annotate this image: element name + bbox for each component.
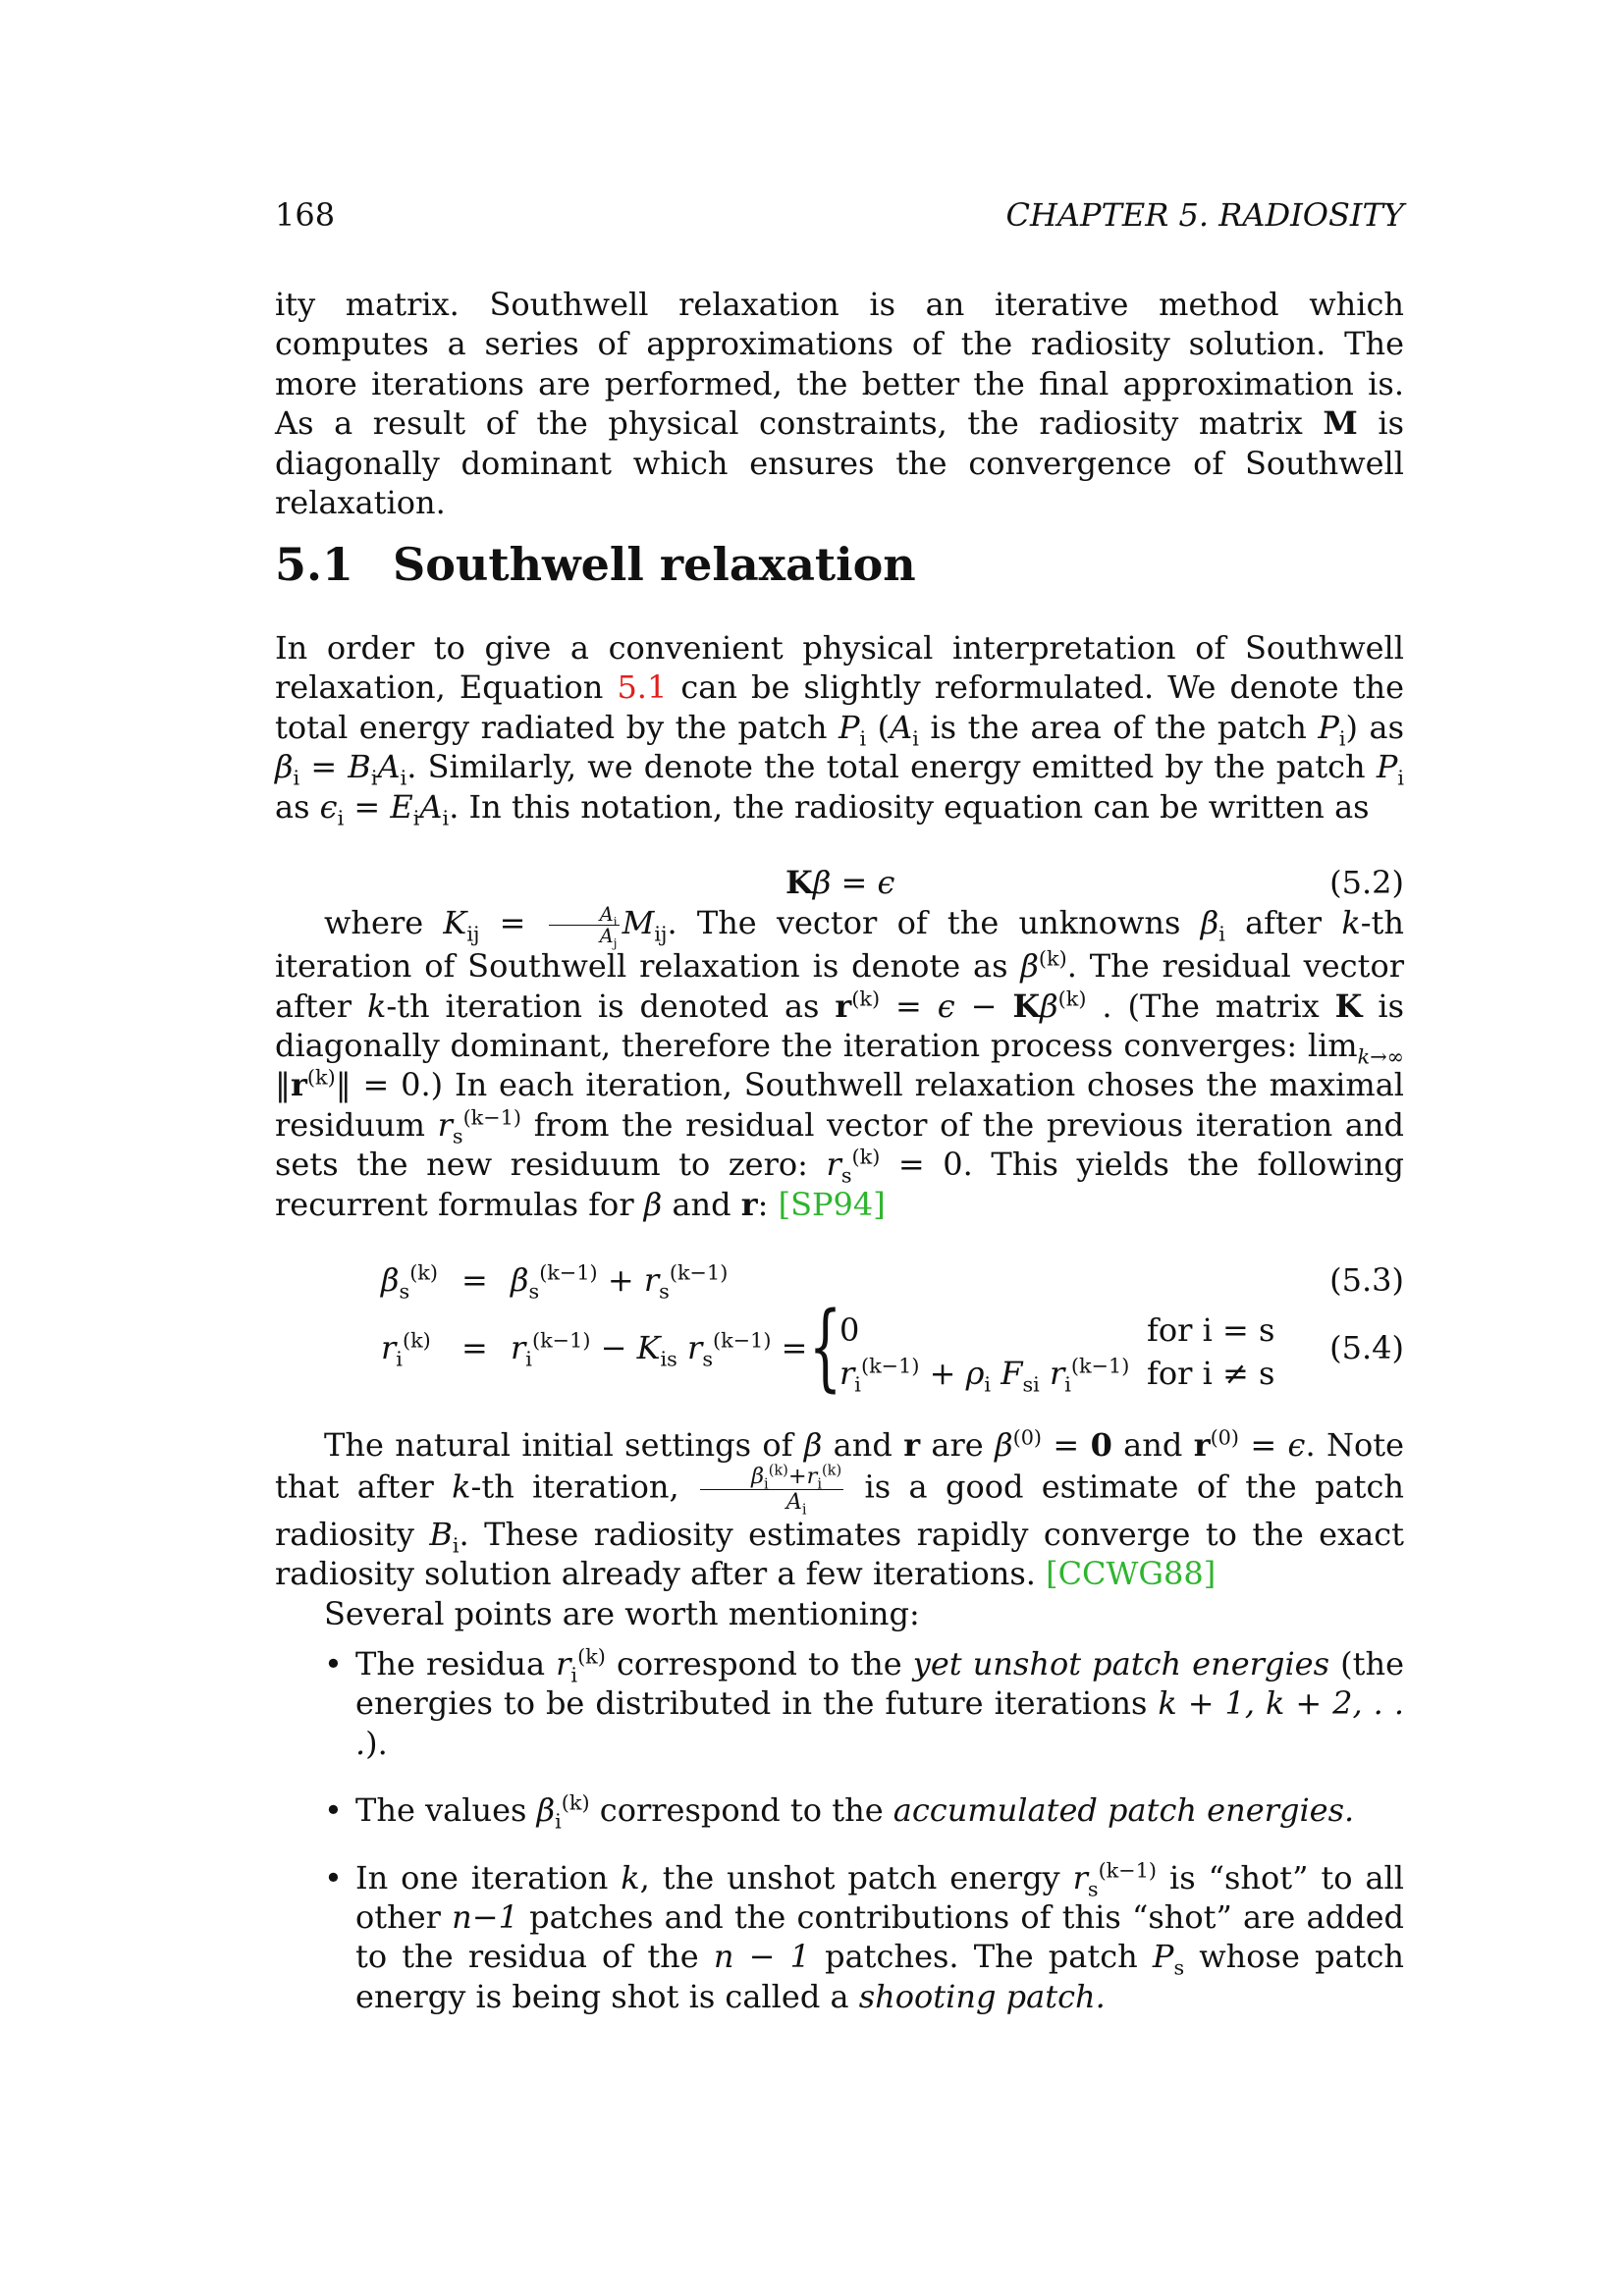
paragraph-initial-settings: The natural initial settings of β and r are $\beta^{(0)} = 0$ and $r^{(0)} = \epsilon$. Note that after k-th iteration, $\frac{\beta_i^{(k)}+r_i^{(k)}}{A_i}$ is a good estimate of the patch radiosity $B_i$. These radiosity estimates rapidly converge to the exact radiosity solution already after a few iterations. [CCWG88] Several points are worth mentioning:: [275, 1425, 1405, 1632]
bullet-list: [275, 1644, 1404, 2044]
section-heading: [275, 538, 916, 591]
citation-link[interactable]: [SP94]: [778, 1185, 886, 1223]
section-title: Southwell relaxation: [393, 538, 916, 591]
intro-paragraph: ity matrix. Southwell relaxation is an iterative method which computes a series of approximations of the radiosity solution. The more iterations are performed, the better the final approximation is. As a result of the physical constraints, the radiosity matrix M is diagonally dominant which ensures the convergence of Southwell relaxation.: [275, 286, 1405, 522]
list-item: • In one iteration k, the unshot patch energy $r_s^{(k-1)}$ is “shot” to all other n−1 patches and the contributions of this “shot” are added to the residua of the n − 1 patches. The patch $P_s$ whose patch energy is being shot is called a shooting patch.: [324, 1857, 1405, 2015]
list-item: • The values $\beta_i^{(k)}$ correspond to the accumulated patch energies.: [324, 1790, 1355, 1834]
citation-link[interactable]: [CCWG88]: [1046, 1555, 1217, 1593]
equation-link[interactable]: 5.1: [617, 668, 668, 707]
page-header: [275, 196, 1404, 240]
page-number: 168: [275, 196, 336, 234]
equation-number: (5.4): [1329, 1329, 1404, 1366]
paragraph-residual: where $K_{ij}$ = $\frac{A_i}{A_j}$ $M_{ij}$. The vector of the unknowns $\beta_i$ after k-th iteration of Southwell relaxation is denote as $\beta^{(k)}$. The residual vector after k-th iteration is denoted as $r^{(k)} = \epsilon - K\beta^{(k)}$ . (The matrix K is diagonally dominant, therefore the iteration process converges: $\lim_{k\to\infty}$ $‖r^{(k)}‖ = 0$.) In each iteration, Southwell relaxation choses the maximal residuum $r_s^{(k-1)}$ from the residual vector of the previous iteration and sets the new residuum to zero: $r_s^{(k)} = 0$. This yields the following recurrent formulas for β and r: [SP94]: [275, 902, 1405, 1223]
chapter-title: CHAPTER 5. RADIOSITY: [1005, 196, 1404, 234]
paragraph-interpretation: In order to give a convenient physical interpretation of Southwell relaxation, Equation 5.1 can be slightly reformulated. We denote the total energy radiated by the patch $P_i$ ($A_i$ is the area of the patch $P_i$) as $\beta_i = B_iA_i$. Similarly, we denote the total energy emitted by the patch $P_i$ as $\epsilon_i = E_iA_i$. In this notation, the radiosity equation can be written as: [275, 629, 1405, 830]
equation-5-4: $r_i^{(k)}$ = $r_i^{(k-1)} - K_{is}$ $r_s^{(k-1)}$ = { 0 $r_i^{(k-1)} + \rho_i$ $F_{si}$ $r_i^{(k-1)}$ for i = s for i ≠ s (5.4): [381, 1292, 1404, 1402]
equation-number: (5.2): [1329, 864, 1404, 901]
list-item: • The residua $r_i^{(k)}$ correspond to the yet unshot patch energies (the energies to be distributed in the future iterations k + 1, k + 2, . . .).: [324, 1644, 1405, 1762]
equation-number: (5.3): [1329, 1261, 1404, 1299]
points-intro: Several points are worth mentioning:: [324, 1594, 920, 1632]
section-number: 5.1: [275, 538, 354, 591]
